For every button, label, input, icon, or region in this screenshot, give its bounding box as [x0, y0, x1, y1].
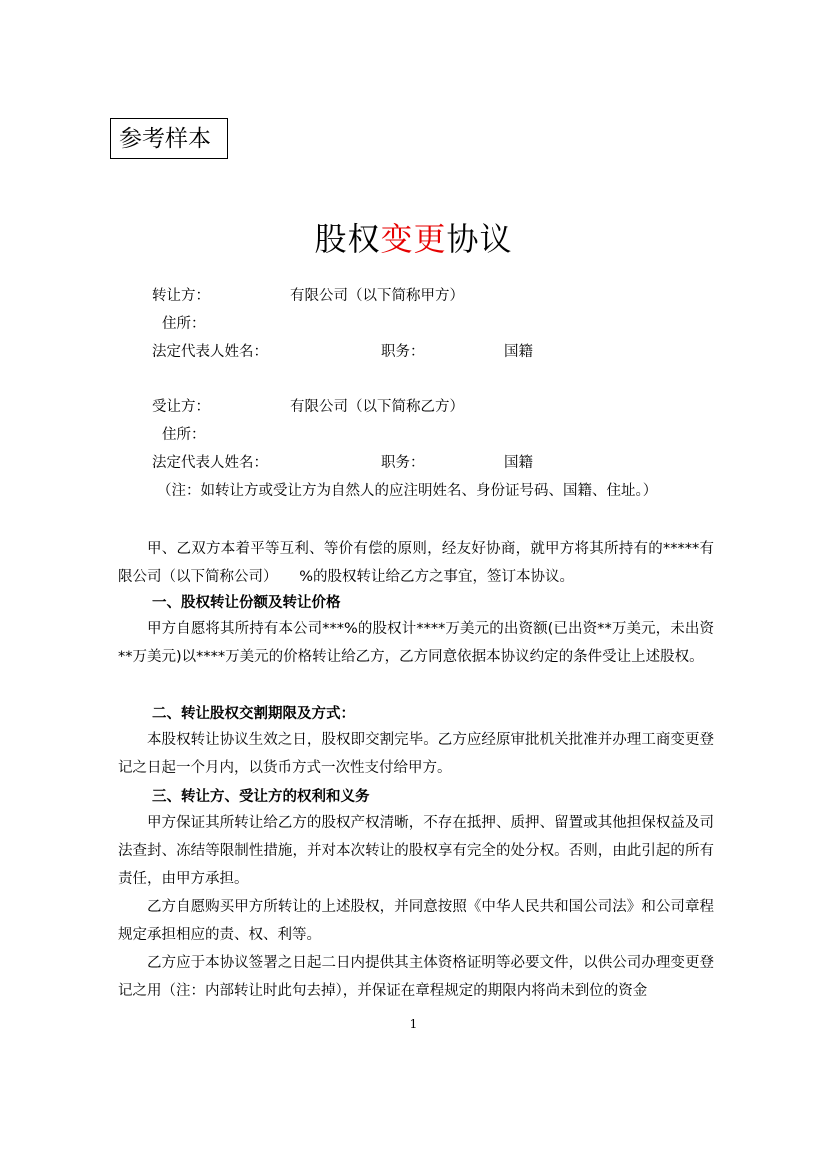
transferee-address-label: 住所：: [162, 427, 206, 443]
transferor-nationality-label: 国籍: [504, 344, 533, 360]
sample-stamp: 参考样本: [110, 118, 228, 159]
transferee-company: 有限公司（以下简称乙方）: [290, 399, 464, 415]
title-part-3: 协议: [446, 220, 513, 258]
intro-paragraph: 甲、乙双方本着平等互利、等价有偿的原则，经友好协商，就甲方将其所持有的*****有限公司（以下简称公司） %的股权转让给乙方之事宜，签订本协议。: [118, 541, 714, 585]
section-3-heading: 三、转让方、受让方的权利和义务: [152, 789, 370, 805]
party-note: （注：如转让方或受让方为自然人的应注明姓名、身份证号码、国籍、住址。）: [157, 483, 658, 499]
section-3-paragraph-3: 乙方应于本协议签署之日起二日内提供其主体资格证明等必要文件，以供公司办理变更登记之用（注：内部转让时此句去掉），并保证在章程规定的期限内将尚未到位的资金: [118, 955, 714, 999]
transferor-position-label: 职务：: [381, 344, 425, 360]
section-1-heading: 一、股权转让份额及转让价格: [152, 595, 341, 611]
transferor-rep-label: 法定代表人姓名：: [152, 344, 268, 360]
section-1-paragraph-1: 甲方自愿将其所持有本公司***%的股权计****万美元的出资额(已出资**万美元，未出资**万美元)以****万美元的价格转让给乙方，乙方同意依据本协议约定的条件受让上述股权。: [118, 621, 714, 665]
section-2-paragraph-1: 本股权转让协议生效之日，股权即交割完毕。乙方应经原审批机关批准并办理工商变更登记之日起一个月内，以货币方式一次性支付给甲方。: [118, 732, 714, 776]
transferor-label: 转让方：: [152, 288, 210, 304]
page-number: 1: [409, 1017, 418, 1031]
document-title: [0, 214, 827, 260]
transferee-rep-label: 法定代表人姓名：: [152, 455, 268, 471]
transferee-label: 受让方：: [152, 399, 210, 415]
transferee-position-label: 职务：: [381, 455, 425, 471]
title-part-1: 股权: [314, 220, 381, 258]
section-3-paragraph-2: 乙方自愿购买甲方所转让的上述股权，并同意按照《中华人民共和国公司法》和公司章程规定承担相应的责、权、利等。: [118, 899, 714, 943]
title-part-2-highlight: 变更: [380, 220, 447, 258]
transferee-nationality-label: 国籍: [504, 455, 533, 471]
section-3-paragraph-1: 甲方保证其所转让给乙方的股权产权清晰，不存在抵押、质押、留置或其他担保权益及司法查封、冻结等限制性措施，并对本次转让的股权享有完全的处分权。否则，由此引起的所有责任，由甲方承担。: [118, 815, 714, 887]
transferor-company: 有限公司（以下简称甲方）: [290, 288, 464, 304]
section-2-heading: 二、转让股权交割期限及方式：: [152, 706, 355, 722]
transferor-address-label: 住所：: [162, 316, 206, 332]
